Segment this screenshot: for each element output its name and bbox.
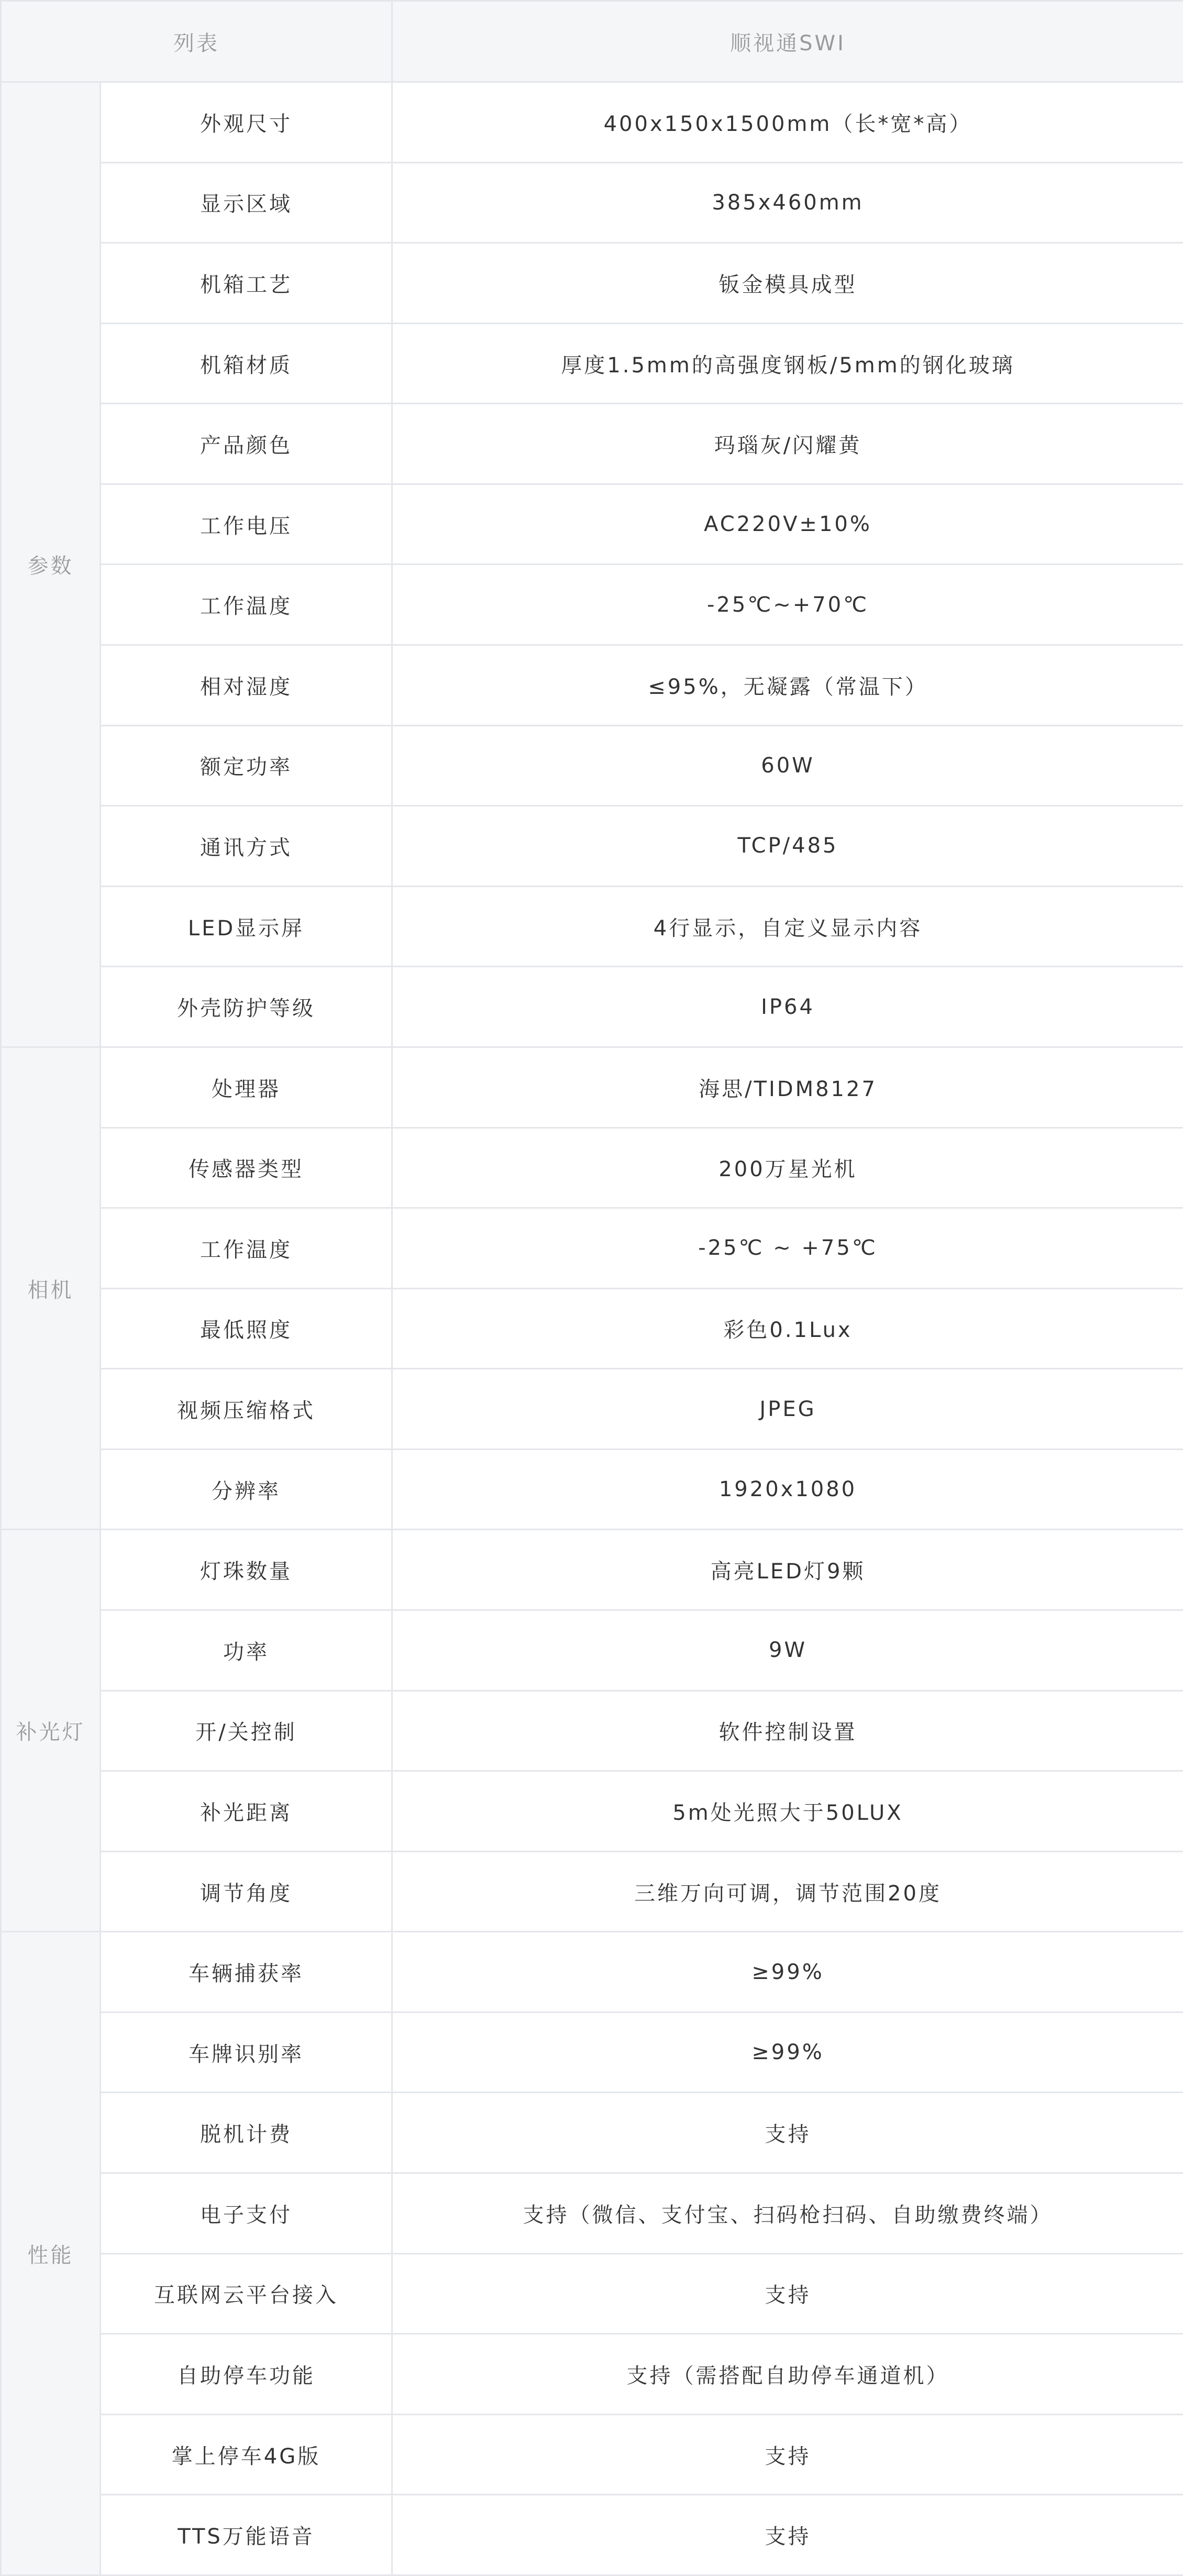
- table-row: [1, 1127, 1183, 1208]
- table-row: [1, 645, 1183, 726]
- spec-name-cell: 工作电压: [101, 484, 392, 565]
- spec-value-cell: JPEG: [392, 1369, 1183, 1450]
- group-label: 参数: [1, 82, 101, 1047]
- table-row: [1, 1047, 1183, 1127]
- spec-name-cell: 显示区域: [101, 162, 392, 243]
- spec-name-cell: 自助停车功能: [101, 2334, 392, 2415]
- table-row: [1, 886, 1183, 967]
- table-row: [1, 1610, 1183, 1690]
- spec-value-cell: 9W: [392, 1610, 1183, 1690]
- spec-value-cell: 厚度1.5mm的高强度钢板/5mm的钢化玻璃: [392, 323, 1183, 404]
- group-label: 相机: [1, 1047, 101, 1529]
- table-row: [1, 725, 1183, 806]
- spec-name-cell: 脱机计费: [101, 2093, 392, 2173]
- table-row: [1, 404, 1183, 484]
- spec-value-cell: 5m处光照大于50LUX: [392, 1771, 1183, 1852]
- spec-value-cell: 高亮LED灯9颗: [392, 1530, 1183, 1610]
- table-row: [1, 82, 1183, 163]
- table-row: [1, 323, 1183, 404]
- table-row: [1, 1771, 1183, 1852]
- spec-value-cell: 三维万向可调，调节范围20度: [392, 1851, 1183, 1932]
- spec-value-cell: 385x460mm: [392, 162, 1183, 243]
- spec-name-cell: 功率: [101, 1610, 392, 1690]
- spec-name-cell: 产品颜色: [101, 404, 392, 484]
- spec-value-cell: 支持（微信、支付宝、扫码枪扫码、自助缴费终端）: [392, 2173, 1183, 2254]
- spec-name-cell: 通讯方式: [101, 806, 392, 887]
- table-row: [1, 1208, 1183, 1289]
- spec-name-cell: 额定功率: [101, 725, 392, 806]
- spec-value-cell: 支持: [392, 2495, 1183, 2575]
- spec-value-cell: 软件控制设置: [392, 1690, 1183, 1771]
- table-row: [1, 2253, 1183, 2334]
- spec-name-cell: 工作温度: [101, 1208, 392, 1289]
- spec-value-cell: 1920x1080: [392, 1449, 1183, 1530]
- spec-name-cell: 处理器: [101, 1047, 392, 1127]
- table-row: [1, 1530, 1183, 1610]
- table-row: [1, 1851, 1183, 1932]
- spec-value-cell: ≥99%: [392, 1932, 1183, 2013]
- spec-name-cell: 最低照度: [101, 1288, 392, 1369]
- spec-value-cell: AC220V±10%: [392, 484, 1183, 565]
- spec-name-cell: 开/关控制: [101, 1690, 392, 1771]
- spec-name-cell: 灯珠数量: [101, 1530, 392, 1610]
- table-row: [1, 2093, 1183, 2173]
- table-row: [1, 1449, 1183, 1530]
- spec-name-cell: LED显示屏: [101, 886, 392, 967]
- spec-name-cell: 视频压缩格式: [101, 1369, 392, 1450]
- spec-value-cell: 60W: [392, 725, 1183, 806]
- spec-value-cell: 彩色0.1Lux: [392, 1288, 1183, 1369]
- spec-name-cell: 传感器类型: [101, 1127, 392, 1208]
- spec-value-cell: -25℃~+70℃: [392, 565, 1183, 645]
- table-row: [1, 2334, 1183, 2415]
- spec-name-cell: 电子支付: [101, 2173, 392, 2254]
- spec-table-body: [1, 82, 1183, 2575]
- header-product-name: 顺视通SWI: [392, 1, 1183, 82]
- table-row: [1, 2495, 1183, 2575]
- spec-name-cell: 工作温度: [101, 565, 392, 645]
- spec-value-cell: 支持: [392, 2414, 1183, 2495]
- table-row: [1, 2012, 1183, 2093]
- spec-name-cell: 外观尺寸: [101, 82, 392, 163]
- spec-value-cell: 支持: [392, 2253, 1183, 2334]
- group-label: 补光灯: [1, 1530, 101, 1932]
- header-list-label: 列表: [1, 1, 392, 82]
- spec-value-cell: 玛瑙灰/闪耀黄: [392, 404, 1183, 484]
- spec-value-cell: ≤95%，无凝露（常温下）: [392, 645, 1183, 726]
- spec-value-cell: 海思/TIDM8127: [392, 1047, 1183, 1127]
- spec-value-cell: 支持: [392, 2093, 1183, 2173]
- table-header-row: [1, 1, 1183, 82]
- table-row: [1, 162, 1183, 243]
- spec-value-cell: 200万星光机: [392, 1127, 1183, 1208]
- table-row: [1, 2414, 1183, 2495]
- spec-value-cell: 4行显示，自定义显示内容: [392, 886, 1183, 967]
- spec-value-cell: 支持（需搭配自助停车通道机）: [392, 2334, 1183, 2415]
- spec-name-cell: 机箱工艺: [101, 243, 392, 324]
- spec-value-cell: ≥99%: [392, 2012, 1183, 2093]
- spec-name-cell: 外壳防护等级: [101, 967, 392, 1047]
- spec-name-cell: 机箱材质: [101, 323, 392, 404]
- spec-name-cell: 补光距离: [101, 1771, 392, 1852]
- table-row: [1, 1369, 1183, 1450]
- spec-name-cell: 掌上停车4G版: [101, 2414, 392, 2495]
- spec-name-cell: 车牌识别率: [101, 2012, 392, 2093]
- spec-value-cell: IP64: [392, 967, 1183, 1047]
- spec-name-cell: 互联网云平台接入: [101, 2253, 392, 2334]
- table-row: [1, 806, 1183, 887]
- table-row: [1, 1932, 1183, 2013]
- group-label: 性能: [1, 1932, 101, 2575]
- spec-name-cell: 车辆捕获率: [101, 1932, 392, 2013]
- table-row: [1, 2173, 1183, 2254]
- spec-name-cell: 调节角度: [101, 1851, 392, 1932]
- spec-value-cell: TCP/485: [392, 806, 1183, 887]
- table-row: [1, 565, 1183, 645]
- table-row: [1, 243, 1183, 324]
- spec-value-cell: 钣金模具成型: [392, 243, 1183, 324]
- table-row: [1, 484, 1183, 565]
- table-row: [1, 967, 1183, 1047]
- spec-name-cell: 分辨率: [101, 1449, 392, 1530]
- spec-name-cell: TTS万能语音: [101, 2495, 392, 2575]
- table-row: [1, 1288, 1183, 1369]
- spec-value-cell: 400x150x1500mm（长*宽*高）: [392, 82, 1183, 163]
- spec-value-cell: -25℃ ~ +75℃: [392, 1208, 1183, 1289]
- spec-name-cell: 相对湿度: [101, 645, 392, 726]
- table-row: [1, 1690, 1183, 1771]
